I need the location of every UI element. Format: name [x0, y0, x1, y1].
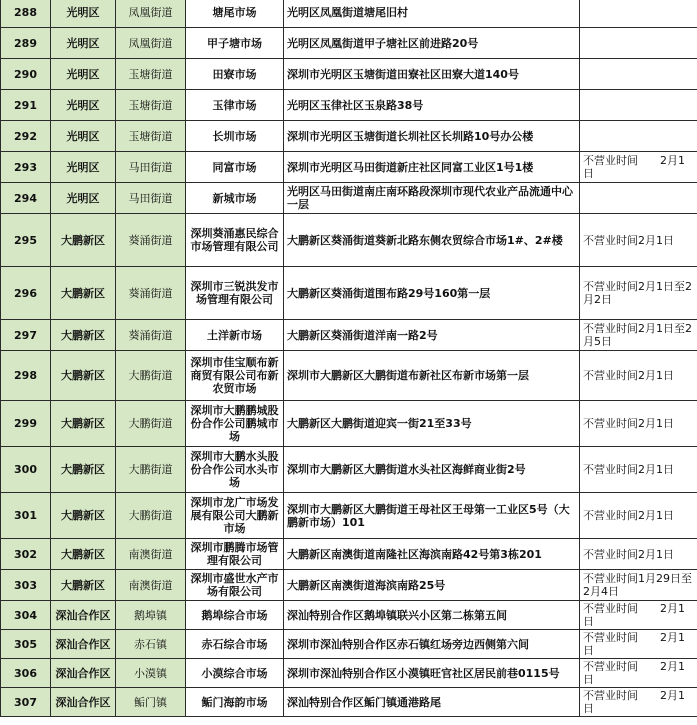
note-cell: 不营业时间2月1日	[580, 493, 697, 539]
market-cell: 深圳市大鹏鹏城股份合作公司鹏城市场	[186, 401, 284, 447]
market-cell: 新城市场	[186, 183, 284, 214]
table-row	[1, 59, 697, 90]
address-cell: 光明区马田街道南庄南环路段深圳市现代农业产品流通中心一层	[284, 183, 580, 214]
market-cell: 长圳市场	[186, 121, 284, 152]
note-cell	[580, 183, 697, 214]
table-row	[1, 539, 697, 570]
table-row	[1, 320, 697, 351]
district-cell: 深汕合作区	[51, 659, 116, 688]
market-cell: 田寮市场	[186, 59, 284, 90]
row-number: 304	[1, 601, 51, 630]
note-cell: 不营业时间2月1日至2月5日	[580, 320, 697, 351]
note-cell: 不营业时间 2月1日	[580, 688, 697, 717]
market-cell: 同富市场	[186, 152, 284, 183]
table-row	[1, 121, 697, 152]
street-cell: 鹅埠镇	[116, 601, 186, 630]
district-cell: 光明区	[51, 28, 116, 59]
street-cell: 大鹏街道	[116, 401, 186, 447]
district-cell: 大鹏新区	[51, 447, 116, 493]
district-cell: 光明区	[51, 152, 116, 183]
market-cell: 赤石综合市场	[186, 630, 284, 659]
row-number: 290	[1, 59, 51, 90]
address-cell: 深圳市深汕特别合作区小漠镇旺官社区居民前巷0115号	[284, 659, 580, 688]
district-cell: 深汕合作区	[51, 630, 116, 659]
table-row	[1, 570, 697, 601]
street-cell: 葵涌街道	[116, 214, 186, 267]
district-cell: 大鹏新区	[51, 267, 116, 320]
district-cell: 光明区	[51, 59, 116, 90]
address-cell: 深圳市光明区玉塘街道长圳社区长圳路10号办公楼	[284, 121, 580, 152]
market-cell: 塘尾市场	[186, 0, 284, 28]
address-cell: 深圳市大鹏新区大鹏街道布新社区布新市场第一层	[284, 351, 580, 401]
note-cell: 不营业时间 2月1日	[580, 630, 697, 659]
market-cell: 鲘门海韵市场	[186, 688, 284, 717]
street-cell: 大鹏街道	[116, 447, 186, 493]
row-number: 292	[1, 121, 51, 152]
market-cell: 玉律市场	[186, 90, 284, 121]
table-row	[1, 267, 697, 320]
address-cell: 深汕特别合作区鲘门镇通港路尾	[284, 688, 580, 717]
market-cell: 深圳市大鹏水头股份合作公司水头市场	[186, 447, 284, 493]
street-cell: 凤凰街道	[116, 28, 186, 59]
row-number: 307	[1, 688, 51, 717]
row-number: 300	[1, 447, 51, 493]
table-row	[1, 152, 697, 183]
row-number: 291	[1, 90, 51, 121]
note-cell	[580, 28, 697, 59]
address-cell: 深圳市大鹏新区大鹏街道水头社区海鲜商业街2号	[284, 447, 580, 493]
note-cell: 不营业时间1月29日至2月4日	[580, 570, 697, 601]
address-cell: 光明区凤凰街道甲子塘社区前进路20号	[284, 28, 580, 59]
street-cell: 葵涌街道	[116, 320, 186, 351]
address-cell: 大鹏新区葵涌街道围布路29号160第一层	[284, 267, 580, 320]
address-cell: 深圳市光明区玉塘街道田寮社区田寮大道140号	[284, 59, 580, 90]
table-row	[1, 630, 697, 659]
row-number: 297	[1, 320, 51, 351]
street-cell: 小漠镇	[116, 659, 186, 688]
market-cell: 深圳市三锐洪发市场管理有限公司	[186, 267, 284, 320]
district-cell: 光明区	[51, 183, 116, 214]
market-cell: 深圳市龙广市场发展有限公司大鹏新市场	[186, 493, 284, 539]
table-row	[1, 659, 697, 688]
district-cell: 大鹏新区	[51, 351, 116, 401]
district-cell: 大鹏新区	[51, 539, 116, 570]
street-cell: 玉塘街道	[116, 121, 186, 152]
table-row	[1, 214, 697, 267]
row-number: 302	[1, 539, 51, 570]
street-cell: 玉塘街道	[116, 90, 186, 121]
note-cell: 不营业时间 2月1日	[580, 659, 697, 688]
note-cell: 不营业时间2月1日	[580, 539, 697, 570]
district-cell: 大鹏新区	[51, 320, 116, 351]
row-number: 294	[1, 183, 51, 214]
address-cell: 大鹏新区大鹏街道迎宾一街21至33号	[284, 401, 580, 447]
market-cell: 深圳葵涌惠民综合市场管理有限公司	[186, 214, 284, 267]
street-cell: 赤石镇	[116, 630, 186, 659]
market-cell: 鹅埠综合市场	[186, 601, 284, 630]
address-cell: 光明区凤凰街道塘尾旧村	[284, 0, 580, 28]
row-number: 301	[1, 493, 51, 539]
row-number: 289	[1, 28, 51, 59]
table-row	[1, 0, 697, 28]
address-cell: 大鹏新区葵涌街道洋南一路2号	[284, 320, 580, 351]
street-cell: 南澳街道	[116, 539, 186, 570]
market-cell: 土洋新市场	[186, 320, 284, 351]
row-number: 298	[1, 351, 51, 401]
note-cell: 不营业时间2月1日	[580, 214, 697, 267]
address-cell: 深圳市大鹏新区大鹏街道王母社区王母第一工业区5号（大鹏新市场）101	[284, 493, 580, 539]
street-cell: 南澳街道	[116, 570, 186, 601]
district-cell: 深汕合作区	[51, 601, 116, 630]
address-cell: 光明区玉律社区玉泉路38号	[284, 90, 580, 121]
street-cell: 凤凰街道	[116, 0, 186, 28]
table-row	[1, 447, 697, 493]
row-number: 303	[1, 570, 51, 601]
street-cell: 鲘门镇	[116, 688, 186, 717]
address-cell: 深圳市深汕特别合作区赤石镇红场旁边西侧第六间	[284, 630, 580, 659]
table-row	[1, 90, 697, 121]
market-cell: 小漠综合市场	[186, 659, 284, 688]
street-cell: 玉塘街道	[116, 59, 186, 90]
district-cell: 光明区	[51, 90, 116, 121]
table-row	[1, 351, 697, 401]
table-row	[1, 401, 697, 447]
note-cell: 不营业时间 2月1日	[580, 152, 697, 183]
street-cell: 葵涌街道	[116, 267, 186, 320]
market-cell: 甲子塘市场	[186, 28, 284, 59]
district-cell: 深汕合作区	[51, 688, 116, 717]
row-number: 295	[1, 214, 51, 267]
row-number: 299	[1, 401, 51, 447]
note-cell: 不营业时间 2月1日	[580, 601, 697, 630]
district-cell: 大鹏新区	[51, 570, 116, 601]
note-cell: 不营业时间2月1日	[580, 447, 697, 493]
note-cell: 不营业时间2月1日	[580, 401, 697, 447]
note-cell	[580, 0, 697, 28]
district-cell: 光明区	[51, 121, 116, 152]
note-cell: 不营业时间2月1日至2月2日	[580, 267, 697, 320]
row-number: 306	[1, 659, 51, 688]
table-row	[1, 183, 697, 214]
address-cell: 大鹏新区南澳街道南隆社区海滨南路42号第3栋201	[284, 539, 580, 570]
address-cell: 深汕特别合作区鹅埠镇联兴小区第二栋第五间	[284, 601, 580, 630]
row-number: 305	[1, 630, 51, 659]
street-cell: 大鹏街道	[116, 351, 186, 401]
row-number: 293	[1, 152, 51, 183]
street-cell: 马田街道	[116, 152, 186, 183]
district-cell: 大鹏新区	[51, 401, 116, 447]
table-row	[1, 28, 697, 59]
district-cell: 大鹏新区	[51, 493, 116, 539]
note-cell	[580, 121, 697, 152]
note-cell: 不营业时间2月1日	[580, 351, 697, 401]
address-cell: 大鹏新区南澳街道海滨南路25号	[284, 570, 580, 601]
table-row	[1, 601, 697, 630]
address-cell: 深圳市光明区马田街道新庄社区同富工业区1号1楼	[284, 152, 580, 183]
market-cell: 深圳市鹏腾市场管理有限公司	[186, 539, 284, 570]
table-row	[1, 493, 697, 539]
row-number: 296	[1, 267, 51, 320]
district-cell: 光明区	[51, 0, 116, 28]
street-cell: 马田街道	[116, 183, 186, 214]
note-cell	[580, 90, 697, 121]
address-cell: 大鹏新区葵涌街道葵新北路东侧农贸综合市场1#、2#楼	[284, 214, 580, 267]
street-cell: 大鹏街道	[116, 493, 186, 539]
row-number: 288	[1, 0, 51, 28]
market-cell: 深圳市佳宝顺布新商贸有限公司布新农贸市场	[186, 351, 284, 401]
market-cell: 深圳市盛世水产市场有限公司	[186, 570, 284, 601]
table-row	[1, 688, 697, 717]
district-cell: 大鹏新区	[51, 214, 116, 267]
note-cell	[580, 59, 697, 90]
